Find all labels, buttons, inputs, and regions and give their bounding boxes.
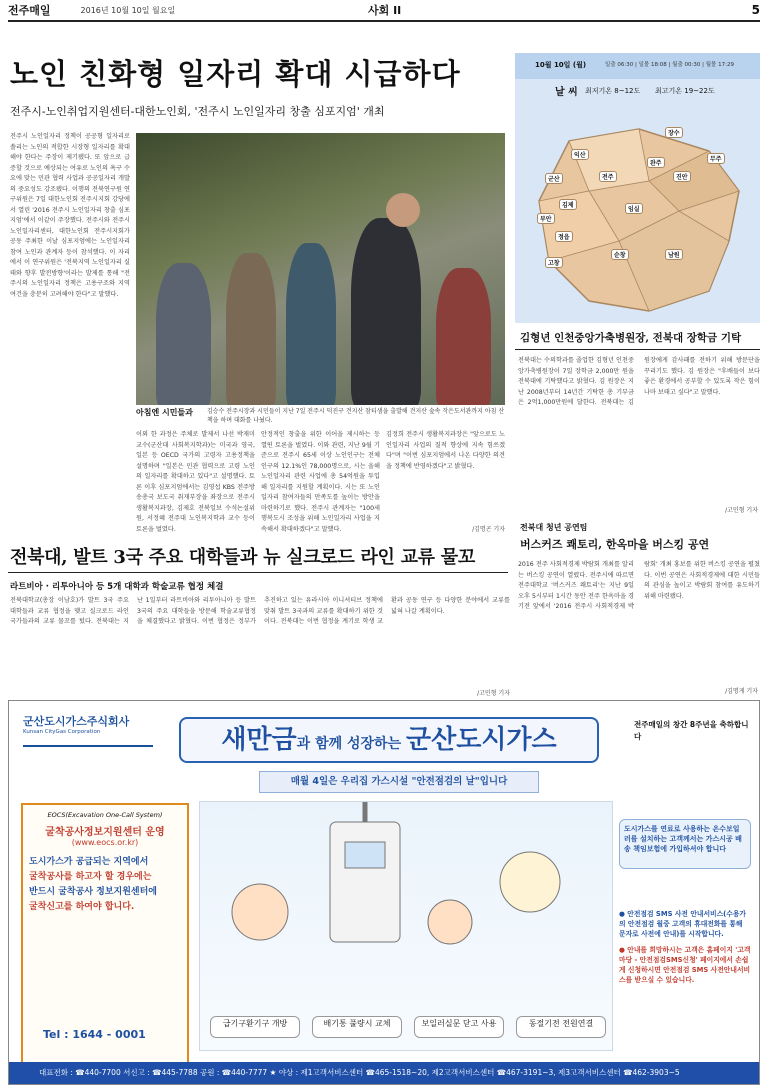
region-label: 군산 (545, 173, 563, 184)
main-story-col2a (136, 430, 255, 532)
ad-logo (23, 713, 153, 747)
kim-story-rule (515, 349, 760, 350)
region-label: 순창 (611, 249, 629, 260)
photo-figure (386, 193, 420, 227)
main-subhead: 전주시-노인취업지원센터-대한노인회, '전주시 노인일자리 창출 심포지엄' 개최 (10, 105, 385, 118)
bus-story-body (518, 560, 760, 686)
region-label: 장수 (665, 127, 683, 138)
main-headline: 노인 친화형 일자리 확대 시급하다 (10, 57, 461, 91)
eocs-body (29, 855, 181, 915)
ad-bullet: ● 안전점검 SMS 사전 안내서비스(수용가의 안전점검 월중 고객의 휴대전화를 통해 문자로 사전에 안내)를 시작합니다. (619, 910, 746, 938)
region-label: 정읍 (555, 231, 573, 242)
univ-story-text: 전북대학교(총장 이남호)가 발트 3국 주요 대학들과 교류 협정을 맺고 실크로드 라인 국가들과의 교류 물꼬를 텄다. 전북대는 지난 1일부터 라트비아와 리투아니아 등 발트 3국의 주요 대학들을 방문해 학술교류협정을 체결했다고 밝혔다. 이번 협정은 정부가 추진하고 있는 유라시아 이니셔티브 정책에 맞춰 발트 3국과의 교류를 확대하기 위한 것이다. 전북대는 이번 협정을 계기로 학생 교환과 공동 연구 등 다양한 분야에서 교류를 넓혀 나갈 계획이다. (10, 597, 510, 625)
eocs-title: EOCS(Excavation One-Call System) (47, 811, 163, 819)
photo-figure (226, 253, 276, 405)
weather-times: 일출 06:30 | 일몰 18:08 | 월출 00:30 | 월몰 17:29 (605, 62, 734, 68)
ad-slogan-a: 새만금 (221, 725, 297, 755)
eocs-line: 굴착신고를 하여야 합니다. (29, 902, 135, 912)
ad-illustration (199, 801, 613, 1051)
weather-date: 10월 10일 (월) (535, 61, 587, 69)
kim-story-headline: 김형년 인천중앙가축병원장, 전북대 장학금 기탁 (520, 332, 742, 344)
region-label: 남원 (665, 249, 683, 260)
issue-date: 2016년 10월 10일 월요일 (80, 5, 176, 15)
news-photo (136, 133, 505, 405)
region-label: 고창 (545, 257, 563, 268)
region-label: 진안 (673, 171, 691, 182)
masthead (8, 2, 760, 18)
bus-story-text: 2016 전주 사회적경제 박람회 개최를 알리는 버스킹 공연이 열렸다. 전주시에 따르면 전주대학교 '버스커즈 쾌토리'는 지난 9일 오후 5시부터 1시간 동안 전주 한옥마을 경기전 앞에서 '2016 전주시 사회적경제 박람회' 개최 홍보를 위한 버스킹 공연을 펼쳤다. 이번 공연은 사회적경제에 대한 시민들의 관심을 높이고 박람회 참여를 유도하기 위해 마련됐다. (518, 561, 760, 610)
kim-story-byline: /고민형 기자 (725, 507, 758, 514)
person-icon (232, 884, 288, 940)
eocs-line: 굴착공사를 하고자 할 경우에는 (29, 872, 152, 882)
region-map (529, 121, 751, 317)
ad-company-en: Kunsan CityGas Corporation (23, 729, 101, 735)
section-name: 사회 II (368, 4, 402, 17)
weather-min: 최저기온 8~12도 (585, 87, 641, 95)
region-label: 김제 (559, 199, 577, 210)
gas-appliance-illustration (200, 802, 614, 1002)
bus-story-byline: /김명게 기자 (725, 688, 758, 695)
ad-company: 군산도시가스주식회사 (23, 715, 130, 728)
page-number: 5 (751, 3, 760, 17)
ad-insurance-note: 도시가스를 연료로 사용하는 온수보일러를 설치하는 고객께서는 가스시공 배송 책임보험에 가입하셔야 합니다 (619, 819, 751, 869)
univ-story-byline: /고민형 기자 (477, 690, 510, 697)
region-label: 무주 (707, 153, 725, 164)
main-story-col3-text: 김정희 전주시 생활복지과장은 "앞으로도 노인일자리 사업의 질적 향상에 지속 힘쓰겠다"며 "이번 심포지엄에서 나온 다양한 의견을 정책에 반영하겠다"고 밝혔다. (386, 431, 505, 470)
region-label: 전주 (599, 171, 617, 182)
tip-exhaust: 배기통 풀량시 교체 (312, 1016, 402, 1038)
eocs-line: 반드시 굴착공사 정보지원센터에 (29, 887, 157, 897)
photo-caption-title: 아침엔 시민들과 (136, 408, 193, 417)
ad-slogan (179, 717, 599, 763)
eocs-line: 도시가스가 공급되는 지역에서 (29, 857, 149, 867)
region-label: 임실 (625, 203, 643, 214)
photo-figure (351, 218, 421, 405)
paper-name: 전주매일 (8, 4, 51, 17)
ad-slogan-c: 군산도시가스 (405, 725, 557, 755)
tip-power: 동절기전 전원연결 (516, 1016, 606, 1038)
bus-story-kicker: 전북대 청년 공연팀 (520, 523, 588, 532)
boiler-icon (330, 822, 400, 942)
photo-caption: 김승수 전주시장과 시민들이 지난 7일 전주시 덕진구 견지산 참티샘을 출발해 견지산 숲속 작은도서관까지 아침 산책을 하며 대화를 나눴다. (207, 408, 505, 424)
main-story-col2b-text: 안정적인 창출을 위한 이어을 제시하는 등 열띤 토론을 벌였다. 이와 관련, 지난 9월 기준으로 전주시 65세 이상 노인인구는 전체 인구의 12.1%인 78,000명으로, 시는 올해 노인일자리 관련 사업에 총 54억원을 투입해 일자리를 지원할 계획이다. 시는 또 노인일자리 참여자들의 만족도를 높이는 방안을 마련하기로 했다. 전주시 관계자는 "100세 행복도시 조성을 위해 노인일자리 사업을 지속해서 확대하겠다"고 말했다. (261, 431, 380, 532)
eocs-panel (21, 803, 189, 1065)
ad-slogan-b: 과 함께 성장하는 (296, 736, 406, 752)
weather-condition: 날 씨 (555, 87, 578, 98)
weather-max: 최고기온 19~22도 (655, 87, 715, 95)
kim-story-text: 전북대는 수의학과를 졸업한 김형년 인천중앙가축병원장이 7일 장학금 2,000만 원을 전북대에 기탁했다고 밝혔다. 김 원장은 지난 2008년부터 14년간 기탁한 총 기부금은 2억1,000만원에 달한다. 전북대는 김 원장에게 감사패를 전하기 위해 방문단을 꾸리기도 했다. 김 원장은 "후배들이 보다 좋은 환경에서 공부할 수 있도록 작은 힘이나마 보태고 싶다"고 말했다. (518, 357, 760, 406)
ad-bullet: ● 안내를 희망하시는 고객은 홈페이지 '고객마당 - 안전점검SMS신청' 페이지에서 손쉽게 신청하시면 안전점검 SMS 사전안내서비스를 받으실 수 있습니다. (619, 946, 751, 984)
eocs-phone[interactable]: Tel : 1644 - 0001 (43, 1028, 146, 1041)
main-story-col2a-text: 이외 한 과정은 주체로 발제서 나선 박재미 교수(군산대 사회복지학과)는 미국과 영국, 일본 등 OECD 국가의 고령자 고용정책을 설명하며 "일본은 민관 협력으로 고령 노인의 일자리를 확대하고 있다"고 설명했다. 토론 이후 심포지엄에서는 김영섭 KBS 전주방송총국 보도국 취재부장을 좌장으로 전주시 생활복지과장, 김제호 전북일보 수석논설위원, 서정혜 전주대 노인복지학과 교수 등이 토론을 벌였다. (136, 431, 255, 532)
weather-box (515, 53, 760, 323)
univ-story-headline: 전북대, 발트 3국 주요 대학들과 뉴 실크로드 라인 교류 물꼬 (10, 547, 475, 568)
main-story-col1 (10, 132, 130, 418)
boiler-panel-icon (345, 842, 385, 868)
ad-congrats: 전주매일의 창간 8주년을 축하합니다 (634, 720, 749, 741)
eocs-url[interactable]: (www.eocs.or.kr) (71, 838, 139, 847)
tip-boiler-door: 보일러실문 닫고 사용 (414, 1016, 504, 1038)
region-label: 익산 (571, 149, 589, 160)
univ-story-kicker: 라트비아 · 리투아니아 등 5개 대학과 학술교류 협정 체결 (10, 582, 224, 592)
photo-figure (286, 243, 336, 405)
main-story-col3 (386, 430, 505, 522)
photo-figure (156, 263, 211, 405)
main-story-byline: /김명곤 기자 (472, 526, 505, 533)
ad-banner: 매월 4일은 우리집 가스시설 "안전점검의 날"입니다 (259, 771, 539, 793)
region-label: 부안 (537, 213, 555, 224)
univ-story-rule (8, 572, 508, 573)
advertisement (8, 700, 760, 1085)
gas-mascot-icon (500, 852, 560, 912)
ad-sms-bullets (619, 909, 751, 991)
eocs-org: 굴착공사정보지원센터 운영 (45, 827, 165, 838)
kim-story-body (518, 356, 760, 504)
bus-story-headline: 버스커즈 쾌토리, 한옥마을 버스킹 공연 (520, 538, 710, 551)
main-story-col2b (261, 430, 380, 532)
region-label: 완주 (647, 157, 665, 168)
main-story-col1-text: 전주시 노인일자리 정책이 공공형 일자리로 쏠리는 노인의 적합한 시장형 일자리를 확대해야 한다는 주장이 제기됐다. 또 앞으로 급증할 것으로 예상되는 여유로 노인의 욕구 수요에 맞는 민관 협력 사업과 공공일자리 개발의 중요성도 강조됐다. 이행의 전북연구원 연구위원은 7일 대한노인회 전주시지회 강당에서 열린 '2016 전주시 노인일자리 창출 심포지엄'에서 이같이 주장했다. 전주시와 전주시노인일자리센터, 대한노인회 전주시지회가 공동 주최한 이날 심포지엄에는 노인일자리 참여 노인과 관계자 등이 참석했다. 이 자리에서 이 연구위원은 '전북지역 노인일자리 실태와 향후 발전방향'이라는 발제를 통해 "전주시의 노인일자리 정책은 고용구조와 지역여건을 충분히 고려해야 한다"고 말했다. (10, 133, 130, 298)
ad-footer: 대표전화 : ☎440-7700 서신고 : ☎445-7788 공원 : ☎440-7777 ★ 야상 : 제1고객서비스센터 ☎465-1518~20, 제2고객서비스센터 ☎467-3191~3, 제3고객서비스센터 ☎462-3903~5 (9, 1062, 760, 1084)
masthead-rule (8, 20, 760, 22)
univ-story-body (10, 596, 510, 688)
person-icon (428, 900, 472, 944)
tip-ventilation: 급기구환기구 개방 (210, 1016, 300, 1038)
photo-figure (436, 268, 491, 405)
